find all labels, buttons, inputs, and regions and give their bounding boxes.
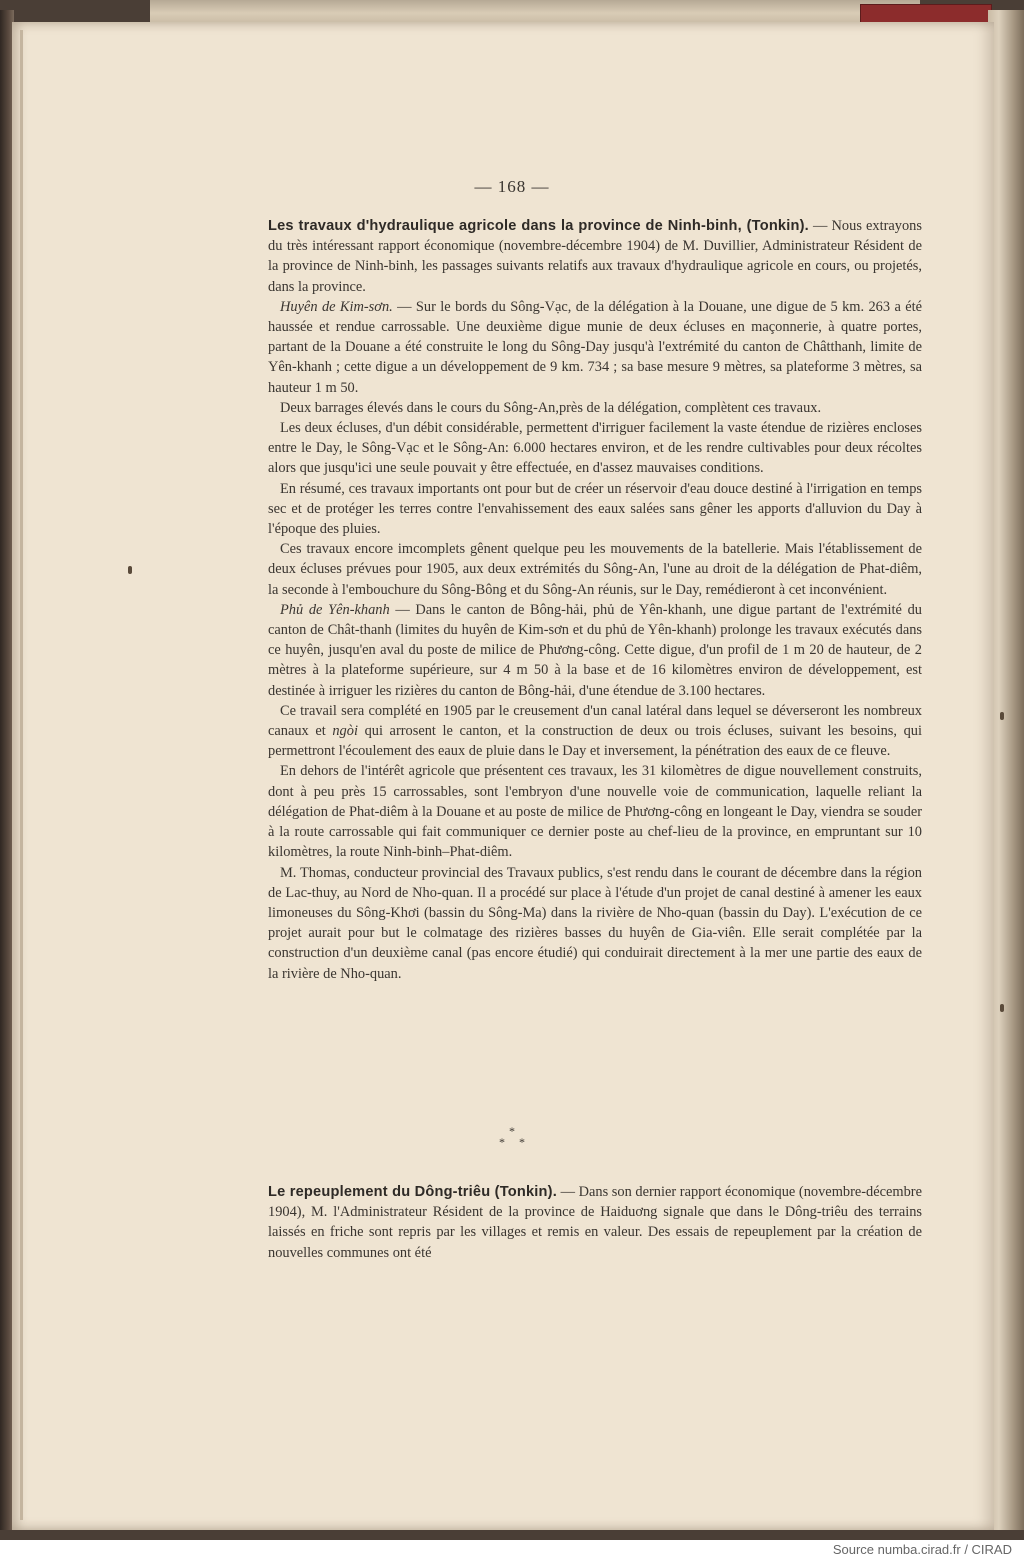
term-ngoi: ngòi [332, 723, 358, 740]
paragraph-resume: En résumé, ces travaux importants ont pour but de créer un réservoir d'eau douce destiné à l'irrigation en temps sec et de protéger les terres contre l'envahissement des eaux salées sans gêner les apports d'alluvion du Day à l'époque des pluies. [268, 480, 922, 538]
paragraph-text: Ce travail sera complété en 1905 par le creusement d'un canal latéral dans lequel se déverseront les nombreux canaux et [268, 702, 922, 740]
page-tab-mark [1000, 712, 1004, 720]
paragraph-communication: En dehors de l'intérêt agricole que présentent ces travaux, les 31 kilomètres de digue nouvellement construits, dont à peu près 15 carrossables, sont l'embryon d'une nouvelle voie de communication, laquelle reliant la délégation de Phat-diêm à la Douane et au poste de milice de Phương-công en longeant le Day, viendra se souder à la route carrossable qui fait communiquer ce dernier poste au chef-lieu de la province, en empruntant sur 10 kilomètres, la route Ninh-binh–Phat-diêm. [268, 763, 922, 861]
intro-text: — Nous extrayons du très intéressant rapport économique (novembre-décembre 1904) de M. Duvillier, Administrateur Résident de la province de Ninh-binh, les passages suivants relatifs aux travaux d'hydraulique agricole en cours, ou projetés, dans la province. [268, 218, 922, 295]
page-number: — 168 — [474, 177, 550, 196]
paragraph-thomas: M. Thomas, conducteur provincial des Travaux publics, s'est rendu dans le courant de décembre dans la région de Lac-thuy, au Nord de Nho-quan. Il a procédé sur place à l'étude d'un projet de canal destiné à amener les eaux limoneuses du Sông-Khơi (bassin du Sông-Ma) dans la rivière de Nho-quan (bassin du Day). L'exécution de ce projet aurait pour but le colmatage des rizières basses du huyên de Gia-viên. Elle serait complétée par la construction d'un deuxième canal (pas encore étudié) qui conduirait directement à la mer une partie des eaux de la rivière de Nho-quan. [268, 864, 922, 982]
paragraph-ecluses: Les deux écluses, d'un débit considérable, permettent d'irriguer facilement la vaste étendue de rizières encloses entre le Day, le Sông-Vạc et le Sông-An: 6.000 hectares environ, et de les rendre cultivables pour deux récoltes alors que jusqu'ici une seule pouvait y être effectuée, en d'assez mauvaises conditions. [268, 420, 922, 477]
article-intro-paragraph [268, 216, 922, 297]
separator-star-top: * [509, 1124, 515, 1138]
paragraph-text: — Dans son dernier rapport économique (novembre-décembre 1904), M. l'Administrateur Résident de la province de Haiduơng signale que dans le Dông-triêu des terrains laissés en friche sont repris par les villages et remis en valeur. Des essais de repeuplement par la création de nouvelles communes ont été [268, 1184, 922, 1261]
paragraph-barrages: Deux barrages élevés dans le cours du Sông-An,près de la délégation, complètent ces travaux. [280, 399, 822, 416]
paragraph-kim-son [268, 297, 922, 398]
article-heading: Le repeuplement du Dông-triêu (Tonkin). [268, 1184, 557, 1200]
page-tab-mark [1000, 1004, 1004, 1012]
paragraph-text: — Dans le canton de Bông-hải, phủ de Yên-khanh, une digue partant de l'extrémité du canton de Chât-thanh (limites du huyên de Kim-sơn et du phủ de Yên-khanh) prolonge les travaux exécutés dans ce huyên, jusqu'en aval du poste de milice de Phương-công. Cette digue, d'un profil de 1 m 20 de hauteur, de 2 mètres à la plateforme supérieure, sur 4 m 50 à la base et de 16 kilomètres environ de développement, est destinée à irriguer les rizières du canton de Bông-hải, d'une étendue de 3.100 hectares. [268, 601, 922, 699]
paragraph-text: qui arrosent le canton, et la construction de deux ou trois écluses, suivant les besoins, qui permettront l'écoulement des eaux de pluie dans le Day et inversement, la pénétration des eaux de ce fleuve. [268, 723, 922, 760]
article-heading: Les travaux d'hydraulique agricole dans la province de Ninh-binh, (Tonkin). [268, 218, 809, 234]
section-separator [0, 1126, 1024, 1148]
source-credit: Source numba.cirad.fr / CIRAD [832, 1542, 1012, 1557]
paragraph-text: — Sur le bords du Sông-Vạc, de la délégation à la Douane, une digue de 5 km. 263 a été haussée et rendue carrossable. Une deuxième digue munie de deux écluses en maçonnerie, à quatre portes, partant de la Douane a été construite le long du Sông-Day jusqu'à l'extrémité du canton de Châtthanh, limite de Yên-khanh ; cette digue a un développement de 9 km. 734 ; sa base mesure 9 mètres, sa plateforme 3 mètres, sa hauteur 1 m 50. [268, 298, 922, 396]
article-hydraulique [268, 216, 922, 984]
section-label-yen-khanh: Phủ de Yên-khanh [280, 601, 390, 618]
paragraph-canal-lateral [268, 701, 922, 762]
article-repeuplement-paragraph [268, 1182, 922, 1263]
ink-speck [128, 566, 132, 574]
page-fold-line [20, 30, 23, 1520]
paragraph-yen-khanh [268, 600, 922, 701]
article-repeuplement [268, 1182, 922, 1263]
separator-stars-bottom: ** [499, 1135, 539, 1149]
section-label-kim-son: Huyên de Kim-sơn. [280, 298, 393, 315]
paragraph-batellerie: Ces travaux encore imcomplets gênent quelque peu les mouvements de la batellerie. Mais l'établissement de deux écluses prévues pour 1905, aux deux extrémités du Sông-An, l'une au droit de la délégation de Phat-diêm, la seconde à l'embouchure du Sông-Bông et du Sông-An réunis, sur le Day, remédieront à cet inconvénient. [268, 541, 922, 598]
